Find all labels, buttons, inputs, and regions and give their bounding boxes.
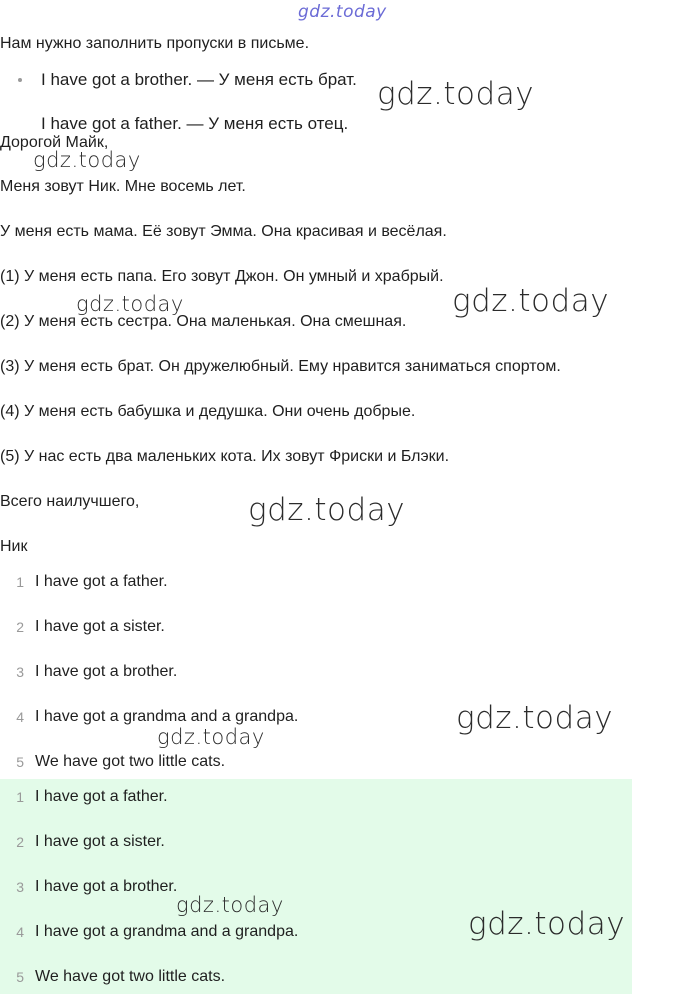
answer-number: 5 — [16, 754, 24, 770]
letter-line: Меня зовут Ник. Мне восемь лет. — [0, 178, 246, 195]
answer-number: 1 — [16, 574, 24, 590]
highlighted-answer-number: 2 — [16, 834, 24, 850]
letter-line: (4) У меня есть бабушка и дедушка. Они очень добрые. — [0, 403, 416, 420]
bullet-item-clipped — [41, 114, 349, 133]
bullet-dot — [18, 78, 22, 82]
watermark: gdz.today — [176, 893, 284, 917]
highlighted-answer-item: We have got two little cats. — [35, 968, 226, 985]
letter-greeting: Дорогой Майк, — [0, 134, 109, 151]
highlighted-answer-number: 3 — [16, 879, 24, 895]
letter-line: (1) У меня есть папа. Его зовут Джон. Он умный и храбрый. — [0, 268, 444, 285]
answer-number: 4 — [16, 709, 24, 725]
highlighted-answer-item: I have got a grandma and a grandpa. — [35, 923, 299, 940]
answer-item: I have got a brother. — [35, 663, 178, 680]
highlighted-answer-item: I have got a sister. — [35, 833, 165, 850]
watermark-top: gdz.today — [298, 2, 387, 22]
letter-line: (2) У меня есть сестра. Она маленькая. Она смешная. — [0, 313, 407, 330]
answer-number: 3 — [16, 664, 24, 680]
watermark: gdz.today — [248, 492, 406, 528]
watermark: gdz.today — [33, 148, 141, 172]
letter-closing: Всего наилучшего, — [0, 493, 140, 510]
answer-item: I have got a sister. — [35, 618, 165, 635]
answer-item: I have got a father. — [35, 573, 168, 590]
letter-line: (5) У нас есть два маленьких кота. Их зовут Фриски и Блэки. — [0, 448, 450, 465]
watermark: gdz.today — [157, 725, 265, 749]
highlighted-answer-item: I have got a brother. — [35, 878, 178, 895]
watermark: gdz.today — [452, 283, 610, 319]
answer-item: I have got a grandma and a grandpa. — [35, 708, 299, 725]
answer-item: We have got two little cats. — [35, 753, 226, 770]
highlighted-answer-number: 4 — [16, 924, 24, 940]
answer-number: 2 — [16, 619, 24, 635]
watermark: gdz.today — [468, 906, 626, 942]
intro-text: Нам нужно заполнить пропуски в письме. — [0, 35, 310, 52]
highlighted-answer-number: 1 — [16, 789, 24, 805]
highlighted-answer-number: 5 — [16, 969, 24, 985]
letter-line: У меня есть мама. Её зовут Эмма. Она красивая и весёлая. — [0, 223, 447, 240]
letter-signature: Ник — [0, 538, 28, 555]
highlighted-answer-item: I have got a father. — [35, 788, 168, 805]
watermark: gdz.today — [76, 292, 184, 316]
letter-line: (3) У меня есть брат. Он дружелюбный. Ему нравится заниматься спортом. — [0, 358, 561, 375]
bullet-item-text: I have got a father. — У меня есть отец. — [41, 114, 349, 133]
watermark: gdz.today — [377, 76, 535, 112]
bullet-item: I have got a brother. — У меня есть брат. — [41, 70, 357, 89]
watermark: gdz.today — [456, 700, 614, 736]
